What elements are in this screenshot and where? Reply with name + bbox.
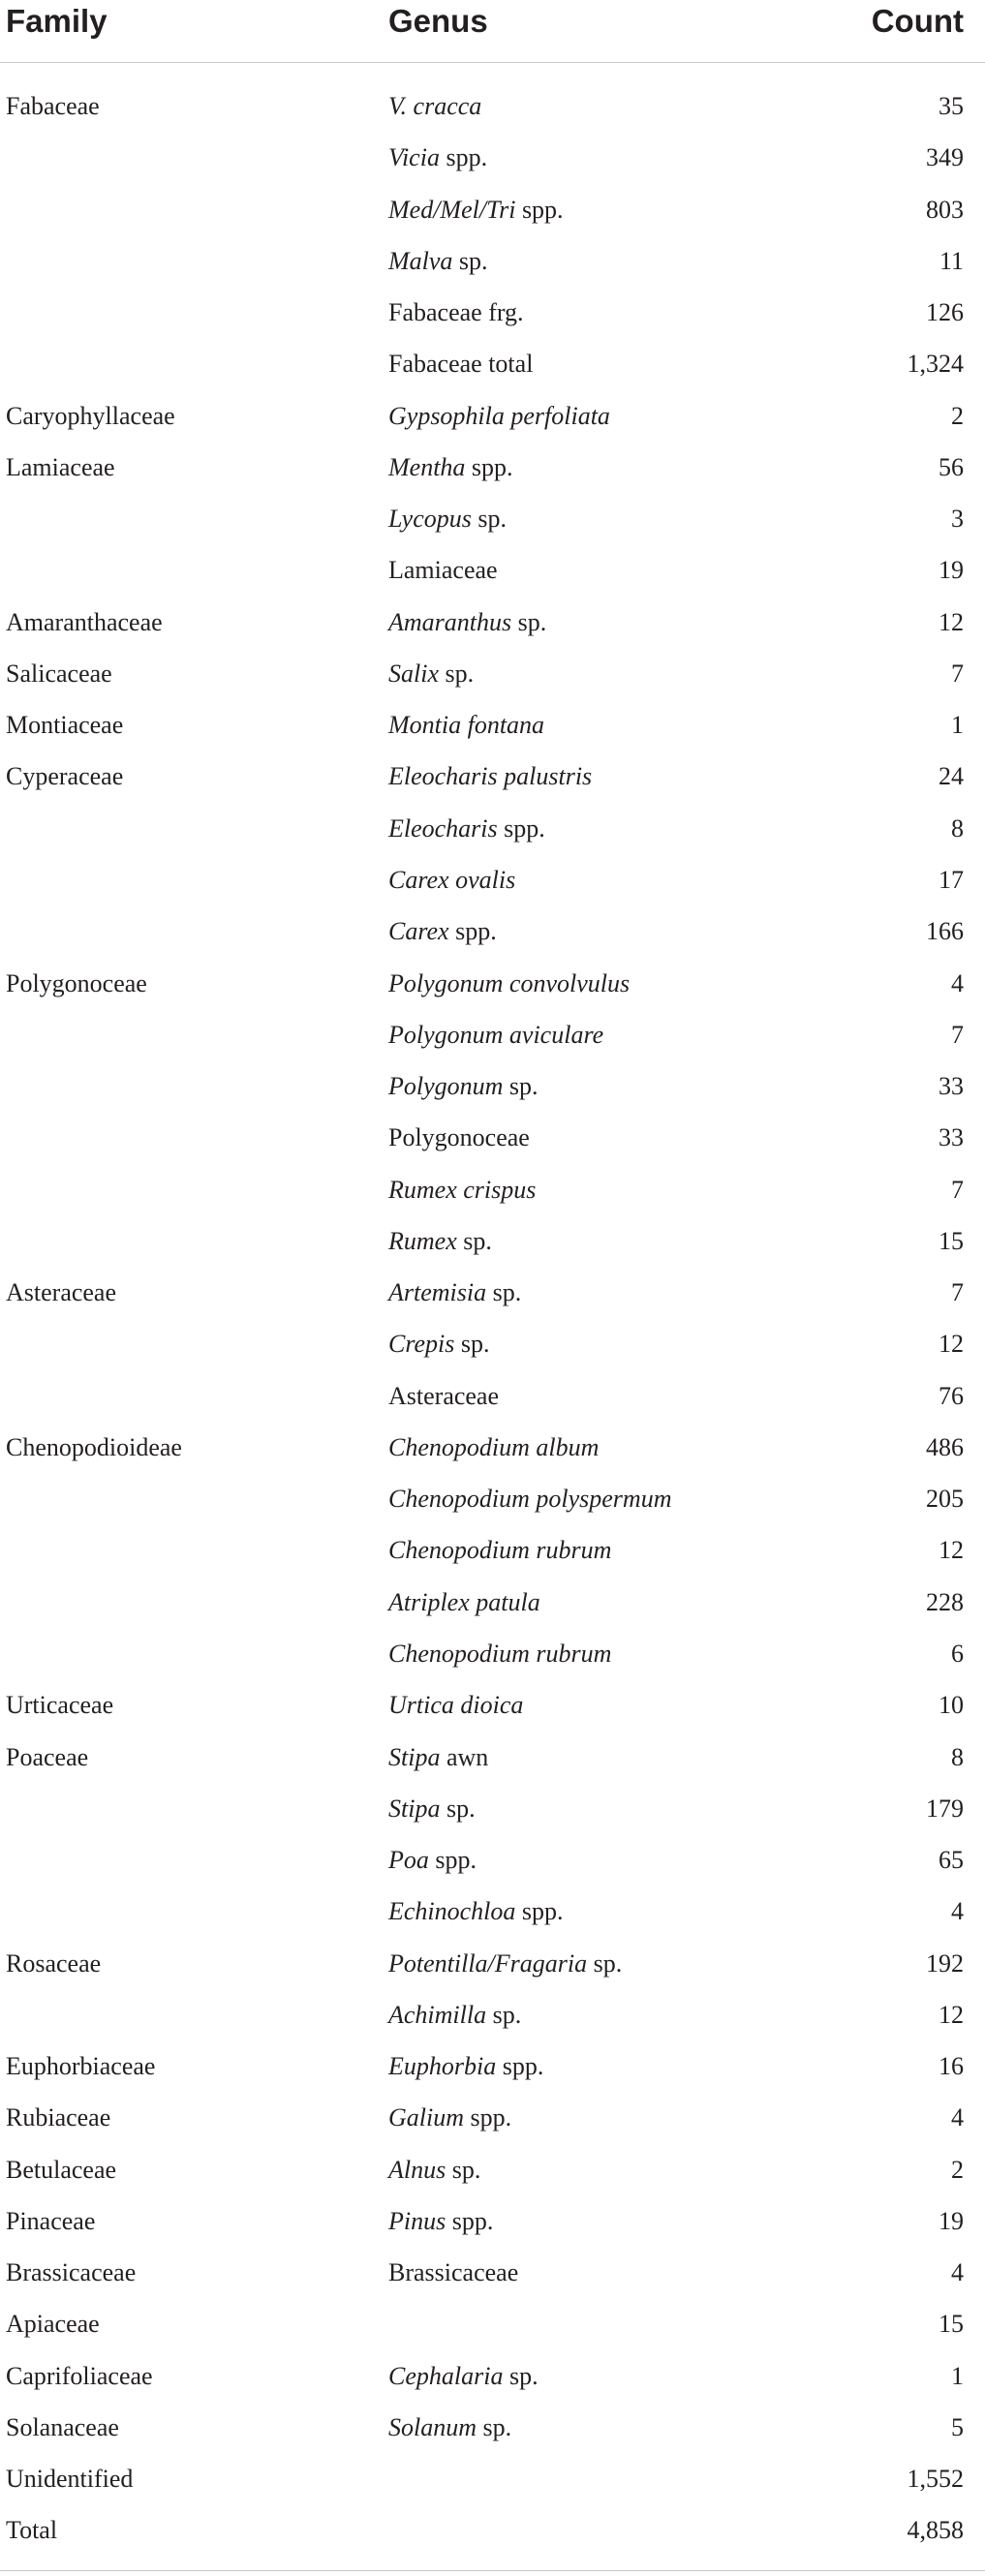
table-row: [0, 1219, 985, 1271]
family-cell: Chenopodioideae: [6, 1432, 182, 1461]
genus-italic: Stipa: [388, 1794, 441, 1823]
table-row: [0, 1477, 985, 1528]
table-row: [0, 1942, 985, 1993]
count-cell: 1,324: [907, 350, 964, 379]
genus-roman: sp.: [486, 1278, 522, 1307]
genus-roman: spp.: [515, 195, 564, 224]
table-row: [0, 1683, 985, 1734]
table-row: [0, 909, 985, 961]
genus-italic: Eleocharis palustris: [388, 762, 593, 791]
count-cell: 6: [951, 1639, 964, 1668]
genus-cell: [388, 2251, 518, 2295]
genus-italic: Chenopodium album: [388, 1432, 600, 1461]
count-cell: 2: [951, 401, 964, 430]
count-cell: 76: [939, 1381, 964, 1410]
table-row: [0, 1271, 985, 1322]
genus-italic: Polygonum convolvulus: [388, 968, 631, 997]
count-cell: 192: [926, 1948, 964, 1978]
genus-cell: [388, 239, 488, 284]
count-cell: 15: [939, 2310, 964, 2339]
genus-roman: Brassicaceae: [388, 2258, 519, 2287]
genus-cell: [388, 1426, 599, 1470]
genus-italic: Cephalaria: [388, 2361, 504, 2390]
table-row: [0, 962, 985, 1013]
genus-italic: Lycopus: [388, 505, 472, 534]
genus-roman: sp.: [471, 505, 508, 534]
count-cell: 16: [939, 2052, 964, 2081]
genus-italic: Polygonum: [388, 1072, 504, 1101]
count-cell: 7: [951, 1278, 964, 1307]
genus-italic: Pinus: [388, 2206, 446, 2235]
table-row: [0, 858, 985, 909]
family-cell: Lamiaceae: [6, 452, 115, 481]
genus-italic: Polygonum aviculare: [388, 1020, 604, 1049]
genus-italic: Malva: [388, 246, 453, 275]
table-row: [0, 2044, 985, 2096]
genus-roman: Fabaceae total: [388, 350, 534, 379]
count-cell: 3: [951, 505, 964, 534]
count-cell: 24: [939, 762, 964, 791]
genus-roman: spp.: [439, 143, 488, 172]
genus-roman: sp.: [486, 2000, 522, 2029]
genus-roman: awn: [440, 1742, 489, 1771]
family-cell: Cyperaceae: [6, 762, 124, 791]
family-cell: Caprifoliaceae: [6, 2361, 153, 2390]
count-cell: 166: [926, 917, 964, 946]
genus-cell: [388, 2406, 511, 2450]
genus-cell: [388, 1683, 523, 1728]
genus-italic: Carex ovalis: [388, 865, 516, 894]
count-cell: 126: [926, 298, 964, 327]
genus-cell: [388, 2199, 493, 2244]
family-cell: Montiaceae: [6, 711, 124, 740]
family-cell: Brassicaceae: [6, 2258, 137, 2287]
genus-cell: [388, 2354, 539, 2399]
family-cell: Unidentified: [6, 2465, 134, 2494]
genus-roman: sp.: [446, 2155, 481, 2184]
table-row: [0, 652, 985, 703]
genus-italic: Med/Mel/Tri: [388, 195, 516, 224]
table-row: [0, 1993, 985, 2044]
count-cell: 65: [939, 1846, 964, 1875]
table-row: [0, 2148, 985, 2199]
count-cell: 33: [939, 1072, 964, 1101]
count-cell: 5: [951, 2412, 964, 2441]
count-cell: 4: [951, 968, 964, 997]
genus-italic: Solanum: [388, 2412, 477, 2441]
table-row: [0, 2251, 985, 2302]
count-cell: 33: [939, 1123, 964, 1152]
count-cell: 35: [939, 92, 964, 120]
genus-italic: Euphorbia: [388, 2052, 497, 2081]
family-cell: Rubiaceae: [6, 2103, 111, 2132]
genus-roman: sp.: [452, 246, 488, 275]
genus-italic: Poa: [388, 1846, 429, 1875]
genus-roman: sp.: [503, 1072, 539, 1101]
genus-cell: [388, 962, 630, 1006]
table-header: [0, 0, 985, 62]
count-cell: 15: [939, 1226, 964, 1255]
genus-italic: Crepis: [388, 1330, 455, 1359]
family-cell: Urticaceae: [6, 1691, 114, 1720]
family-cell: Pinaceae: [6, 2206, 96, 2235]
genus-roman: Asteraceae: [388, 1381, 500, 1410]
genus-italic: Eleocharis: [388, 813, 498, 843]
genus-cell: [388, 2148, 480, 2193]
count-cell: 17: [939, 865, 964, 894]
genus-roman: sp.: [456, 1226, 492, 1255]
genus-italic: Rumex crispus: [388, 1175, 537, 1204]
genus-cell: [388, 342, 533, 386]
header-family: Family: [6, 3, 108, 39]
genus-cell: [388, 1580, 540, 1625]
family-cell: Betulaceae: [6, 2155, 117, 2184]
genus-cell: [388, 1219, 492, 1264]
table-row: [0, 1064, 985, 1116]
family-cell: Asteraceae: [6, 1278, 117, 1307]
genus-roman: spp.: [428, 1846, 477, 1875]
genus-italic: V. cracca: [388, 92, 482, 120]
table-row: [0, 1116, 985, 1167]
genus-roman: spp.: [464, 2103, 512, 2132]
count-cell: 10: [939, 1691, 964, 1720]
genus-roman: spp.: [465, 452, 513, 481]
table-row: [0, 188, 985, 239]
family-cell: Caryophyllaceae: [6, 401, 175, 430]
family-cell: Rosaceae: [6, 1948, 102, 1978]
table-row: [0, 1787, 985, 1838]
genus-roman: sp.: [454, 1330, 490, 1359]
count-cell: 1,552: [907, 2465, 964, 2494]
table-row: [0, 394, 985, 445]
count-cell: 349: [926, 143, 964, 172]
genus-roman: sp.: [439, 659, 475, 688]
table-row: [0, 807, 985, 858]
genus-cell: [388, 1632, 611, 1676]
genus-cell: [388, 1168, 536, 1212]
genus-cell: [388, 1993, 521, 2038]
count-cell: 56: [939, 452, 964, 481]
table-row: [0, 1168, 985, 1219]
count-cell: 12: [939, 607, 964, 636]
table-row: [0, 291, 985, 342]
genus-cell: [388, 807, 545, 851]
count-cell: 205: [926, 1485, 964, 1514]
count-cell: 7: [951, 1020, 964, 1049]
family-cell: Fabaceae: [6, 92, 100, 120]
genus-cell: [388, 1064, 539, 1109]
genus-cell: [388, 291, 524, 335]
table-row: [0, 1632, 985, 1683]
genus-cell: [388, 1838, 477, 1883]
genus-roman: spp.: [497, 813, 545, 843]
genus-roman: spp.: [448, 917, 497, 946]
genus-italic: Salix: [388, 659, 439, 688]
count-cell: 12: [939, 1330, 964, 1359]
genus-italic: Chenopodium polyspermum: [388, 1485, 672, 1514]
table-body: [0, 84, 985, 2561]
genus-italic: Carex: [388, 917, 449, 946]
table-row: [0, 1528, 985, 1579]
genus-cell: [388, 1942, 622, 1986]
genus-cell: [388, 1116, 530, 1160]
table-row: [0, 548, 985, 599]
count-cell: 19: [939, 2206, 964, 2235]
genus-roman: spp.: [515, 1897, 564, 1926]
table-row: [0, 1374, 985, 1426]
table-row: [0, 2096, 985, 2147]
family-cell: Total: [6, 2516, 58, 2545]
table-row: [0, 2354, 985, 2406]
count-cell: 12: [939, 1536, 964, 1565]
table-row: [0, 497, 985, 548]
genus-cell: [388, 188, 564, 232]
genus-italic: Stipa: [388, 1742, 441, 1771]
family-cell: Solanaceae: [6, 2412, 119, 2441]
genus-roman: sp.: [477, 2412, 512, 2441]
genus-italic: Alnus: [388, 2155, 446, 2184]
genus-italic: Atriplex patula: [388, 1587, 540, 1616]
table-row: [0, 84, 985, 136]
genus-cell: [388, 1528, 611, 1573]
genus-roman: sp.: [440, 1794, 476, 1823]
header-divider: [0, 62, 985, 63]
genus-roman: sp.: [587, 1948, 623, 1978]
count-cell: 1: [951, 2361, 964, 2390]
count-cell: 4: [951, 2103, 964, 2132]
genus-roman: Lamiaceae: [388, 556, 498, 585]
genus-roman: sp.: [503, 2361, 539, 2390]
genus-cell: [388, 497, 507, 541]
genus-cell: [388, 600, 546, 645]
table-row: [0, 136, 985, 187]
table-row: [0, 342, 985, 393]
genus-cell: [388, 1013, 603, 1058]
table-row: [0, 2406, 985, 2457]
count-cell: 4: [951, 2258, 964, 2287]
table-row: [0, 754, 985, 806]
genus-cell: [388, 1374, 499, 1419]
genus-italic: Urtica dioica: [388, 1691, 524, 1720]
genus-roman: Fabaceae frg.: [388, 298, 524, 327]
family-cell: Apiaceae: [6, 2310, 100, 2339]
genus-cell: [388, 2096, 511, 2140]
genus-italic: Rumex: [388, 1226, 457, 1255]
genus-cell: [388, 858, 515, 903]
genus-italic: Potentilla/Fragaria: [388, 1948, 588, 1978]
table-row: [0, 1735, 985, 1787]
genus-roman: spp.: [496, 2052, 544, 2081]
table-row: [0, 2199, 985, 2251]
count-cell: 4,858: [907, 2516, 964, 2545]
genus-cell: [388, 1271, 521, 1315]
family-cell: Euphorbiaceae: [6, 2052, 156, 2081]
table-row: [0, 2457, 985, 2508]
genus-cell: [388, 1477, 671, 1521]
count-cell: 11: [939, 246, 964, 275]
count-cell: 1: [951, 711, 964, 740]
table-row: [0, 703, 985, 754]
count-cell: 12: [939, 2000, 964, 2029]
header-count: Count: [871, 3, 964, 39]
count-cell: 179: [926, 1794, 964, 1823]
genus-italic: Gypsophila perfoliata: [388, 401, 610, 430]
count-cell: 486: [926, 1432, 964, 1461]
genus-italic: Chenopodium rubrum: [388, 1536, 612, 1565]
count-cell: 7: [951, 1175, 964, 1204]
genus-italic: Artemisia: [388, 1278, 487, 1307]
genus-cell: [388, 1889, 564, 1934]
genus-italic: Mentha: [388, 452, 466, 481]
genus-cell: [388, 652, 474, 696]
genus-italic: Achimilla: [388, 2000, 487, 2029]
table-row: [0, 1426, 985, 1477]
genus-roman: Polygonoceae: [388, 1123, 530, 1152]
table-row: [0, 1322, 985, 1373]
table-row: [0, 445, 985, 497]
table-row: [0, 1013, 985, 1064]
table-row: [0, 2508, 985, 2560]
genus-cell: [388, 84, 481, 129]
genus-cell: [388, 2044, 543, 2089]
genus-cell: [388, 1787, 476, 1831]
count-cell: 4: [951, 1897, 964, 1926]
genus-cell: [388, 445, 513, 490]
table-row: [0, 239, 985, 291]
table-row: [0, 1889, 985, 1941]
table-row: [0, 1838, 985, 1889]
genus-cell: [388, 394, 610, 439]
count-cell: 8: [951, 1742, 964, 1771]
count-cell: 19: [939, 556, 964, 585]
genus-cell: [388, 548, 498, 593]
family-cell: Salicaceae: [6, 659, 112, 688]
count-cell: 7: [951, 659, 964, 688]
genus-italic: Vicia: [388, 143, 440, 172]
table-row: [0, 600, 985, 652]
family-cell: Polygonoceae: [6, 968, 147, 997]
genus-cell: [388, 754, 592, 799]
genus-italic: Amaranthus: [388, 607, 512, 636]
genus-roman: spp.: [446, 2206, 494, 2235]
genus-italic: Chenopodium rubrum: [388, 1639, 612, 1668]
header-genus: Genus: [388, 3, 488, 39]
genus-cell: [388, 1322, 490, 1366]
genus-cell: [388, 909, 497, 954]
genus-italic: Galium: [388, 2103, 464, 2132]
genus-italic: Montia fontana: [388, 711, 545, 740]
genus-roman: sp.: [511, 607, 547, 636]
genus-cell: [388, 703, 544, 748]
genus-italic: Echinochloa: [388, 1897, 516, 1926]
family-cell: Amaranthaceae: [6, 607, 163, 636]
count-cell: 2: [951, 2155, 964, 2184]
family-cell: Poaceae: [6, 1742, 89, 1771]
table-row: [0, 1580, 985, 1632]
count-cell: 228: [926, 1587, 964, 1616]
count-cell: 8: [951, 813, 964, 843]
table-row: [0, 2302, 985, 2353]
table-bottom-divider: [0, 2570, 985, 2571]
genus-cell: [388, 1735, 488, 1780]
count-cell: 803: [926, 195, 964, 224]
genus-cell: [388, 136, 487, 180]
